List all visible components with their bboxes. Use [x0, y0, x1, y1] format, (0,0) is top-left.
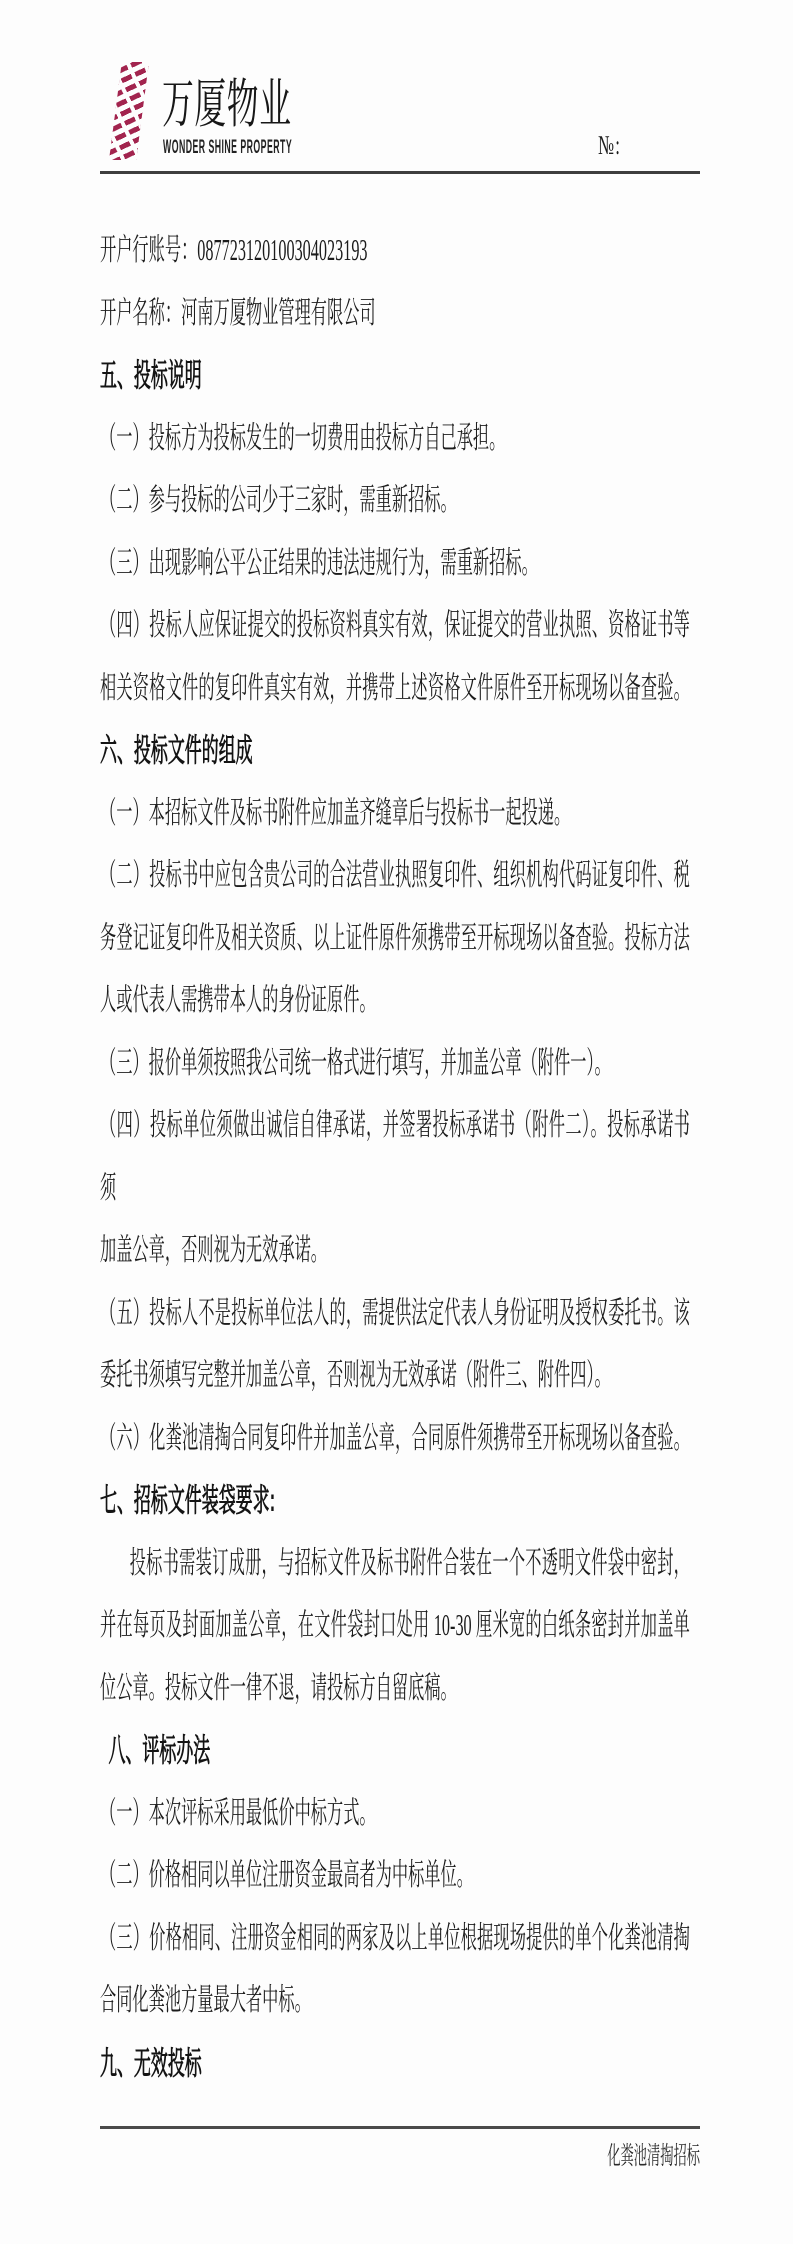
doc-line: （四）投标人应保证提交的投标资料真实有效，保证提交的营业执照、资格证书等 — [100, 608, 690, 642]
section-heading: 八、评标办法 — [108, 1732, 211, 1768]
logo-cn-text: 万厦物业 — [162, 75, 292, 134]
document-body — [100, 219, 690, 2094]
doc-line: （二）价格相同以单位注册资金最高者为中标单位。 — [100, 1858, 473, 1892]
doc-line: （三）出现影响公平公正结果的违法违规行为，需重新招标。 — [100, 545, 538, 580]
doc-line: 人或代表人需携带本人的身份证原件。 — [100, 983, 376, 1017]
doc-line: （三）价格相同、注册资金相同的两家及以上单位根据现场提供的单个化粪池清掏 — [100, 1920, 690, 1955]
doc-line: （二）参与投标的公司少于三家时，需重新招标。 — [100, 483, 457, 517]
doc-line: （一）本招标文件及标书附件应加盖齐缝章后与投标书一起投递。 — [100, 795, 571, 830]
doc-line: 开户名称：河南万厦物业管理有限公司 — [100, 295, 376, 330]
doc-line: 相关资格文件的复印件真实有效，并携带上述资格文件原件至开标现场以备查验。 — [100, 670, 690, 705]
page-footer-label: 化粪池清掏招标 — [607, 2143, 700, 2170]
footer-divider — [100, 2126, 700, 2129]
doc-line: （一）投标方为投标发生的一切费用由投标方自己承担。 — [100, 420, 506, 455]
doc-line: 并在每页及封面加盖公章，在文件袋封口处用 10-30 厘米宽的白纸条密封并加盖单 — [100, 1608, 690, 1642]
doc-line: （二）投标书中应包含贵公司的合法营业执照复印件、组织机构代码证复印件、税 — [100, 858, 690, 892]
doc-line: （四）投标单位须做出诚信自律承诺，并签署投标承诺书（附件二）。投标承诺书须 — [100, 1108, 690, 1205]
doc-line: 加盖公章，否则视为无效承诺。 — [100, 1233, 328, 1267]
doc-line: （六）化粪池清掏合同复印件并加盖公章，合同原件须携带至开标现场以备查验。 — [100, 1420, 690, 1455]
section-heading: 七、招标文件装袋要求: — [100, 1482, 276, 1518]
doc-line: 合同化粪池方量最大者中标。 — [100, 1983, 311, 2017]
doc-line: 务登记证复印件及相关资质、以上证件原件须携带至开标现场以备查验。投标方法 — [100, 920, 690, 955]
section-heading: 九、无效投标 — [100, 2044, 202, 2081]
section-heading: 六、投标文件的组成 — [100, 732, 253, 768]
logo-en-text: WONDER SHINE PROPERTY — [163, 137, 293, 158]
doc-line: （三）报价单须按照我公司统一格式进行填写，并加盖公章（附件一）。 — [100, 1045, 611, 1080]
doc-line: （五）投标人不是投标单位法人的，需提供法定代表人身份证明及授权委托书。该 — [100, 1295, 690, 1330]
doc-line: 委托书须填写完整并加盖公章，否则视为无效承诺（附件三、附件四）。 — [100, 1358, 611, 1392]
logo-stripes-icon — [109, 62, 149, 160]
doc-line: （一）本次评标采用最低价中标方式。 — [100, 1795, 376, 1830]
doc-number-label: №: — [598, 130, 622, 160]
doc-line: 开户行账号：087723120100304023193 — [100, 233, 368, 267]
section-heading: 五、投标说明 — [100, 357, 202, 393]
header-divider — [100, 171, 700, 174]
doc-line: 投标书需装订成册，与招标文件及标书附件合装在一个不透明文件袋中密封， — [129, 1545, 690, 1580]
doc-line: 位公章。投标文件一律不退，请投标方自留底稿。 — [100, 1670, 457, 1705]
